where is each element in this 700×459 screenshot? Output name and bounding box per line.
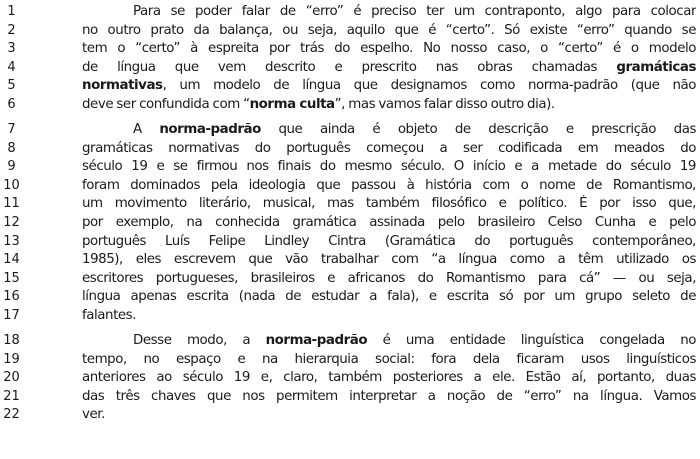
text-line — [0, 140, 700, 159]
line-number: 8 — [7, 140, 16, 156]
text-line — [0, 332, 700, 351]
line-text — [82, 22, 696, 41]
line-number: 14 — [3, 252, 20, 268]
text-segment: falantes. — [82, 308, 137, 323]
line-text — [82, 140, 696, 159]
text-segment: A — [133, 122, 160, 138]
paragraph — [0, 121, 700, 326]
text-line — [0, 369, 700, 388]
line-number: 3 — [7, 41, 16, 57]
text-segment: gramáticas normativas do português começou a ser codificada em meados do — [82, 140, 696, 156]
line-text — [82, 96, 696, 115]
line-number: 11 — [3, 196, 20, 212]
line-number: 6 — [7, 96, 16, 112]
text-segment: que ainda é objeto de descrição e prescrição das — [260, 122, 696, 138]
line-text — [82, 307, 696, 326]
line-text — [82, 195, 696, 214]
text-line — [0, 22, 700, 41]
text-segment: anteriores ao século 19 e, claro, também posteriores a ele. Estão aí, portanto, duas — [82, 370, 696, 386]
text-segment: um movimento literário, musical, mas também filosófico e político. É por isso que, — [82, 196, 696, 212]
line-number: 15 — [3, 270, 20, 286]
line-number: 10 — [3, 177, 20, 193]
line-text — [82, 77, 696, 96]
line-text — [133, 121, 696, 140]
line-number: 12 — [3, 215, 20, 231]
line-number: 9 — [7, 159, 16, 175]
text-line — [0, 158, 700, 177]
text-line — [0, 121, 700, 140]
text-line — [0, 307, 700, 326]
line-text — [82, 406, 696, 425]
text-segment: deve ser confundida com “ — [82, 96, 250, 112]
line-number: 13 — [3, 233, 20, 249]
line-text — [82, 233, 696, 252]
text-line — [0, 40, 700, 59]
text-line — [0, 96, 700, 115]
text-segment: de língua que vem descrito e prescrito nas obras chamadas — [82, 59, 617, 75]
text-segment: português Luís Felipe Lindley Cintra (Gramática do português contemporâneo, — [82, 233, 696, 249]
text-segment: escritores portugueses, brasileiros e africanos do Romantismo para cá” — ou seja, — [82, 270, 696, 286]
text-segment: das três chaves que nos permitem interpretar a noção de “erro” na língua. Vamos — [82, 388, 696, 404]
text-line — [0, 3, 700, 22]
line-number: 22 — [3, 407, 20, 423]
line-text — [82, 177, 696, 196]
line-number: 18 — [3, 333, 20, 349]
text-segment: Desse modo, a — [133, 333, 266, 349]
text-segment: ver. — [82, 407, 105, 423]
line-text — [82, 351, 696, 370]
text-line — [0, 251, 700, 270]
line-number: 19 — [3, 351, 20, 367]
line-text — [82, 251, 696, 270]
line-text — [82, 59, 696, 78]
text-segment: século 19 e se firmou nos finais do mesmo século. O início e a metade do século 19 — [82, 159, 696, 175]
line-text — [82, 214, 696, 233]
text-segment: foram dominados pela ideologia que passou à história com o nome de Romantismo, — [82, 177, 696, 193]
line-number: 7 — [7, 122, 16, 138]
line-text — [82, 158, 696, 177]
text-line — [0, 77, 700, 96]
text-line — [0, 233, 700, 252]
text-segment: no outro prato da balança, ou seja, aquilo que é “certo”. Só existe “erro” quando se — [82, 22, 696, 38]
line-text — [82, 288, 696, 307]
text-segment: tem o “certo” à espreita por trás do espelho. No nosso caso, o “certo” é o modelo — [82, 41, 696, 57]
line-text — [133, 332, 696, 351]
line-number: 21 — [3, 388, 20, 404]
line-text — [82, 270, 696, 289]
text-line — [0, 351, 700, 370]
line-number: 4 — [7, 59, 16, 75]
text-line — [0, 59, 700, 78]
text-line — [0, 270, 700, 289]
paragraph — [0, 3, 700, 115]
text-line — [0, 214, 700, 233]
line-number: 1 — [7, 4, 16, 19]
line-number: 2 — [7, 22, 16, 38]
line-text — [133, 3, 696, 22]
paragraph — [0, 332, 700, 425]
text-segment: por exemplo, na conhecida gramática assinada pelo brasileiro Celso Cunha e pelo — [82, 215, 696, 231]
text-line — [0, 177, 700, 196]
text-line — [0, 388, 700, 407]
line-number: 17 — [3, 308, 20, 323]
bold-term: normativas — [82, 78, 163, 94]
line-text — [82, 388, 696, 407]
line-text — [82, 369, 696, 388]
document-body — [0, 3, 700, 432]
text-segment: língua apenas escrita (nada de estudar a fala), e escrita só por um grupo seleto de — [82, 289, 696, 305]
text-segment: , um modelo de língua que designamos como norma-padrão (que não — [162, 78, 696, 94]
text-segment: 1985), eles escrevem que vão trabalhar com “a língua como a têm utilizado os — [82, 252, 696, 268]
text-line — [0, 406, 700, 425]
text-segment: ”, mas vamos falar disso outro dia). — [334, 96, 555, 112]
text-segment: é uma entidade linguística congelada no — [367, 333, 696, 349]
text-segment: Para se poder falar de “erro” é preciso ter um contraponto, algo para colocar — [133, 4, 696, 19]
bold-term: norma-padrão — [159, 122, 261, 138]
text-segment: tempo, no espaço e na hierarquia social: fora dela ficaram usos linguísticos — [82, 351, 696, 367]
text-line — [0, 288, 700, 307]
line-number: 20 — [3, 370, 20, 386]
bold-term: norma-padrão — [265, 333, 368, 349]
line-text — [82, 40, 696, 59]
line-number: 5 — [7, 78, 16, 94]
text-line — [0, 195, 700, 214]
bold-term: norma culta — [249, 96, 335, 112]
bold-term: gramáticas — [616, 59, 696, 75]
line-number: 16 — [3, 289, 20, 305]
